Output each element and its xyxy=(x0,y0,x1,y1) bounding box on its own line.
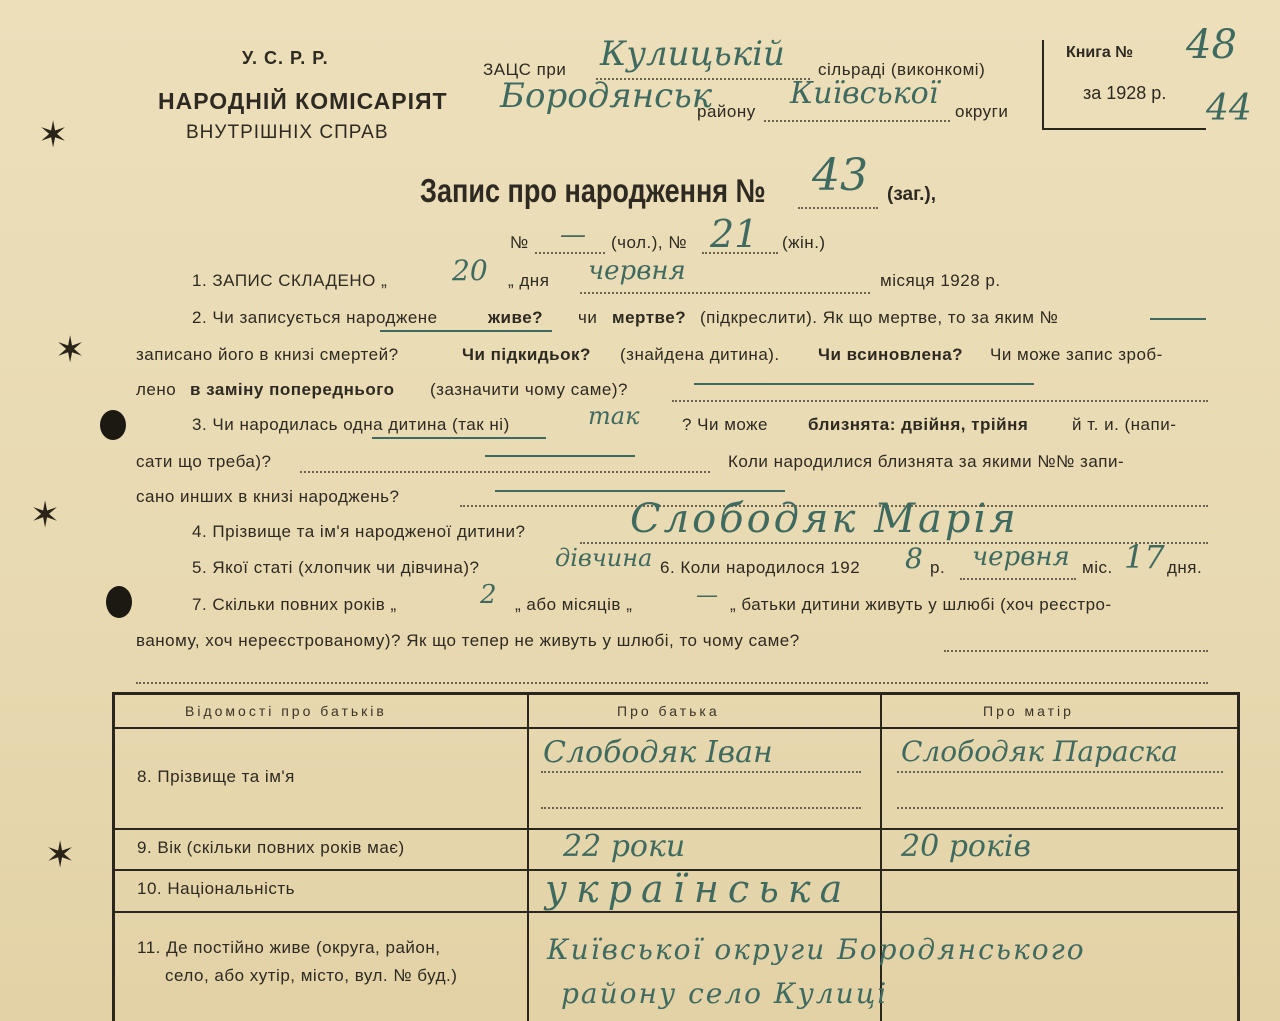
q1-day-label: „ дня xyxy=(508,271,550,290)
paper-tear: ✶ xyxy=(38,115,69,156)
male-label: (чол.), № xyxy=(611,233,688,252)
q3-line3-dash xyxy=(495,490,785,492)
col-header-info: Відомості про батьків xyxy=(185,703,387,719)
col-header-mother: Про матір xyxy=(983,703,1074,719)
punch-hole xyxy=(100,410,126,440)
q7-line3-dots xyxy=(136,682,1208,684)
row-divider xyxy=(115,727,1237,729)
side-number-hand: 44 xyxy=(1206,88,1252,129)
q2-underline xyxy=(380,330,552,332)
village-suffix: сільраді (виконкомі) xyxy=(818,60,986,79)
mother-name-hand: Слободяк Параска xyxy=(901,735,1178,768)
row-label-name: 8. Прізвище та ім'я xyxy=(137,767,295,786)
female-label: (жін.) xyxy=(782,233,826,252)
q6-r: р. xyxy=(930,558,946,577)
row-label-age: 9. Вік (скільки повних років має) xyxy=(137,838,405,857)
q5-label: 5. Якої статі (хлопчик чи дівчина)? xyxy=(192,558,480,577)
q6-dnia: дня. xyxy=(1167,558,1203,577)
book-label: Книга № xyxy=(1066,44,1134,61)
q2-line2-a: записано його в книзі смертей? xyxy=(136,345,399,364)
q4-label: 4. Прізвище та ім'я народженої дитини? xyxy=(192,522,526,541)
q1-day-hand: 20 xyxy=(452,254,488,287)
col-header-father: Про батька xyxy=(617,703,720,719)
q2-line1: 2. Чи записується народжене xyxy=(192,308,438,327)
row-label-residence-2: село, або хутір, місто, вул. № буд.) xyxy=(165,966,458,985)
q3-hand: так xyxy=(588,402,640,430)
q3-line2-dots xyxy=(300,471,710,473)
q2-replace: в заміну попереднього xyxy=(190,380,395,399)
row-divider xyxy=(115,911,1237,913)
father-name-line xyxy=(541,771,861,773)
q7-b: „ або місяців „ xyxy=(515,595,633,614)
parents-table xyxy=(112,692,1240,1021)
district-hand: Бородянськ xyxy=(500,76,713,116)
q3-line2-a: сати що треба)? xyxy=(136,452,272,471)
q7-years-hand: 2 xyxy=(480,580,497,610)
q6-mis: міс. xyxy=(1082,558,1113,577)
male-no-label: № xyxy=(510,233,529,252)
q3-line2-b: Коли народилися близнята за якими №№ запи- xyxy=(728,452,1125,471)
punch-hole xyxy=(106,586,132,618)
q3-underline xyxy=(372,437,546,439)
q2-or: чи xyxy=(578,308,598,327)
q3-line1-c: й т. и. (напи- xyxy=(1072,415,1177,434)
q2-dead: мертве? xyxy=(612,308,687,327)
district-suffix: району xyxy=(697,102,756,121)
village-hand: Кулицькій xyxy=(600,34,785,74)
q7-line2-dots xyxy=(944,650,1208,652)
q2-alive: живе? xyxy=(488,308,544,327)
q2-foundling: Чи підкидьок? xyxy=(462,345,591,364)
okrug-hand: Київської xyxy=(790,76,939,111)
q5-hand: дівчина xyxy=(555,544,653,572)
q2-line3-b: (зазначити чому саме)? xyxy=(430,380,628,399)
mother-name-line xyxy=(897,771,1223,773)
q1-prefix: 1. ЗАПИС СКЛАДЕНО „ xyxy=(192,271,388,290)
mother-age-hand: 20 років xyxy=(901,829,1031,864)
q2-dash xyxy=(1150,318,1206,320)
department-label: ВНУТРІШНІХ СПРАВ xyxy=(186,122,389,143)
q6-month-line xyxy=(960,578,1076,580)
row-label-nationality: 10. Національність xyxy=(137,879,295,898)
republic-label: У. С. Р. Р. xyxy=(242,48,329,68)
q3-line1-a: 3. Чи народилась одна дитина (так ні) xyxy=(192,415,510,434)
col-divider xyxy=(880,695,882,1021)
male-line xyxy=(535,252,605,254)
nationality-hand: українська xyxy=(545,867,852,911)
q2-line2-c: Чи може запис зроб- xyxy=(990,345,1163,364)
q6-day-hand: 17 xyxy=(1124,538,1165,576)
q6-month-hand: червня xyxy=(972,542,1070,572)
q2-line2-b: (знайдена дитина). xyxy=(620,345,780,364)
residence-hand-line2: району село Кулиці xyxy=(561,977,889,1010)
col-divider xyxy=(527,695,529,1021)
q2-line1-rest: (підкреслити). Як що мертве, то за яким № xyxy=(700,308,1059,327)
q4-dots xyxy=(580,542,1208,544)
q1-month-hand: червня xyxy=(588,256,686,286)
record-title: Запис про народження № xyxy=(420,172,766,209)
q2-line3-dash xyxy=(694,383,1034,385)
male-hand: — xyxy=(560,220,586,250)
residence-hand-line1: Київської округи Бородянського xyxy=(547,933,1086,966)
row-label-residence-1: 11. Де постійно живе (округа, район, xyxy=(137,938,441,957)
female-line xyxy=(702,252,778,254)
commissariat-label: НАРОДНІЙ КОМІСАРІЯТ xyxy=(158,88,448,114)
record-number-hand: 43 xyxy=(812,150,868,201)
q4-hand: Слободяк Марія xyxy=(630,496,1019,542)
q1-suffix: місяця 1928 р. xyxy=(880,271,1001,290)
paper-tear: ✶ xyxy=(45,835,76,876)
book-hand: 48 xyxy=(1186,22,1237,68)
okrug-suffix: округи xyxy=(955,102,1009,121)
q7-line2: ваному, хоч нереєстрованому)? Як що тепер не живуть у шлюбі, то чому саме? xyxy=(136,631,800,650)
father-age-hand: 22 роки xyxy=(563,829,686,864)
paper-tear: ✶ xyxy=(55,330,86,371)
q6-label: 6. Коли народилося 192 xyxy=(660,558,861,577)
q2-line3-a: лено xyxy=(136,380,177,399)
okrug-line xyxy=(764,120,950,122)
q7-c: „ батьки дитини живуть у шлюбі (хоч реєстро- xyxy=(730,595,1112,614)
q1-month-line xyxy=(580,292,870,294)
q3-line3: сано инших в книзі народжень? xyxy=(136,487,400,506)
q6-year-hand: 8 xyxy=(905,542,923,575)
q3-twins: близнята: двійня, трійня xyxy=(808,415,1029,434)
q3-line2-dash xyxy=(485,455,635,457)
q2-line3-dots xyxy=(672,400,1208,402)
q7-months-hand: — xyxy=(696,583,718,608)
zags-prefix: ЗАЦС при xyxy=(483,60,567,79)
record-number-line xyxy=(798,207,878,209)
q7-a: 7. Скільки повних років „ xyxy=(192,595,397,614)
year-label: за 1928 р. xyxy=(1083,83,1167,103)
paper-tear: ✶ xyxy=(30,495,61,536)
mother-name-line xyxy=(897,807,1223,809)
father-name-hand: Слободяк Іван xyxy=(543,735,773,770)
record-suffix: (заг.), xyxy=(887,184,936,205)
father-name-line xyxy=(541,807,861,809)
female-hand: 21 xyxy=(710,212,759,256)
q2-adopted: Чи всиновлена? xyxy=(818,345,964,364)
q3-line1-b: ? Чи може xyxy=(682,415,769,434)
